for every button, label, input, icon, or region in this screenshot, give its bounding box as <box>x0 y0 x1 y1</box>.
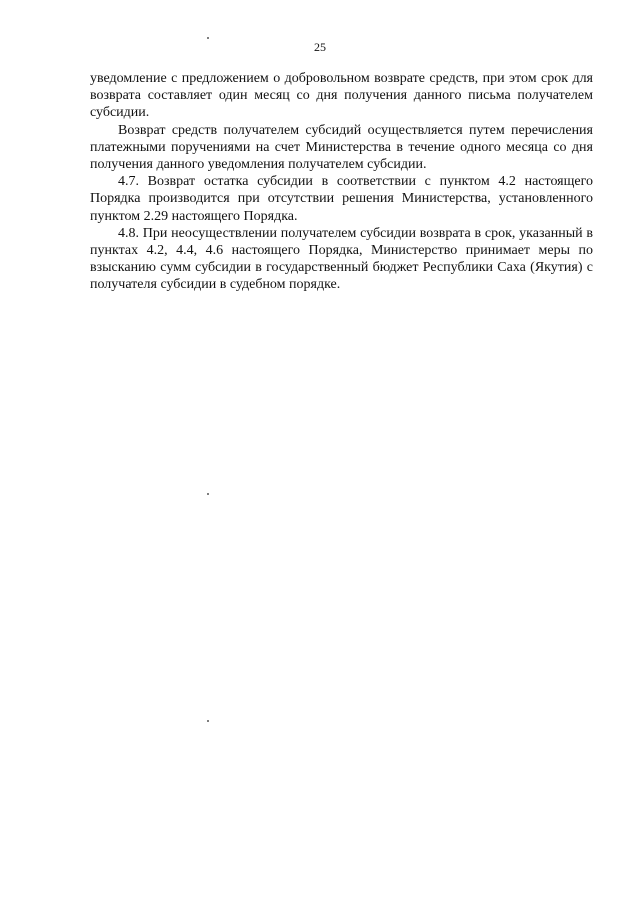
scan-speck <box>207 37 209 39</box>
page-number: 25 <box>314 40 326 54</box>
scan-speck <box>207 493 209 495</box>
paragraph-4-8: 4.8. При неосуществлении получателем субсидии возврата в срок, указанный в пунктах 4.2, 4.4, 4.6 настоящего Порядка, Министерство принимает меры по взысканию сумм субсидии в государственный бюджет Республики Саха (Якутия) с получателя субсидии в судебном порядке. <box>90 225 593 293</box>
document-body <box>90 70 593 294</box>
paragraph-continuation: уведомление с предложением о добровольном возврате средств, при этом срок для возврата составляет один месяц со дня получения данного письма получателем субсидии. <box>90 71 593 121</box>
scan-speck <box>207 720 209 722</box>
paragraph-return-funds: Возврат средств получателем субсидий осуществляется путем перечисления платежными поручениями на счет Министерства в течение одного месяца со дня получения данного уведомления получателем субсидии. <box>90 122 593 173</box>
paragraph-4-7: 4.7. Возврат остатка субсидии в соответствии с пунктом 4.2 настоящего Порядка производится при отсутствии решения Министерства, установленного пунктом 2.29 настоящего Порядка. <box>90 174 593 224</box>
